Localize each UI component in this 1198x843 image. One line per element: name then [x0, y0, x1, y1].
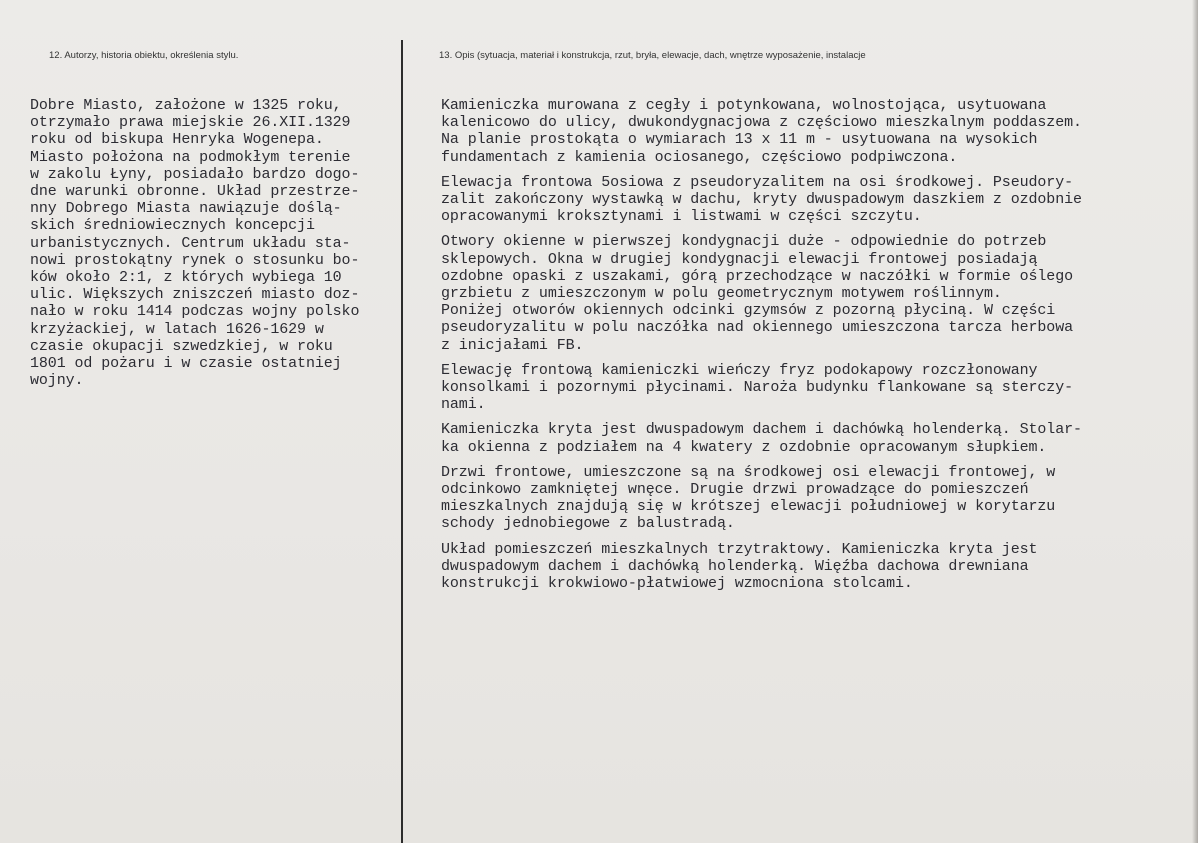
- history-line: wojny.: [30, 372, 84, 390]
- description-line: pseudoryzalitu w polu naczółka nad okiennego umieszczona tarcza herbowa: [441, 319, 1074, 337]
- description-line: mieszkalnych znajdują się w krótszej elewacji południowej w korytarzu: [441, 498, 1056, 516]
- history-line: krzyżackiej, w latach 1626-1629 w: [30, 320, 324, 338]
- description-line: ozdobne opaski z uszakami, górą przechodzące w naczółki w formie oślego: [441, 267, 1074, 285]
- description-line: dwuspadowym dachem i dachówką holenderką. Więźba dachowa drewniana: [441, 557, 1029, 575]
- history-line: skich średniowiecznych koncepcji: [30, 217, 315, 235]
- description-line: Kamieniczka murowana z cegły i potynkowana, wolnostojąca, usytuowana: [441, 97, 1047, 114]
- card-edge-shadow: [1192, 0, 1198, 843]
- history-line: nny Dobrego Miasta nawiązuje doślą-: [30, 200, 342, 218]
- history-line: nowi prostokątny rynek o stosunku bo-: [30, 251, 360, 269]
- history-line: Dobre Miasto, założone w 1325 roku,: [30, 97, 342, 114]
- section-12-header: 12. Autorzy, historia obiektu, określenia stylu.: [49, 50, 239, 61]
- description-line: Kamieniczka kryta jest dwuspadowym dachem i dachówką holenderką. Stolar-: [441, 421, 1082, 439]
- description-line: kalenicowo do ulicy, dwukondygnacjowa z częściowo mieszkalnym poddaszem.: [441, 114, 1082, 132]
- description-line: schody jednobiegowe z balustradą.: [441, 515, 735, 533]
- description-paragraph: [441, 97, 1181, 166]
- description-paragraph: [441, 174, 1181, 226]
- history-line: dne warunki obronne. Układ przestrze-: [30, 183, 360, 201]
- description-line: konsolkami i pozornymi płycinami. Naroża budynku flankowane są sterczy-: [441, 379, 1074, 397]
- description-paragraph: [441, 541, 1181, 593]
- description-paragraph: [441, 421, 1181, 455]
- description-line: Elewację frontową kamieniczki wieńczy fryz podokapowy rozczłonowany: [441, 361, 1038, 379]
- description-line: z inicjałami FB.: [441, 336, 584, 354]
- history-line: ków około 2:1, z których wybiega 10: [30, 269, 342, 287]
- history-line: otrzymało prawa miejskie 26.XII.1329: [30, 114, 351, 132]
- description-line: Poniżej otworów okiennych odcinki gzymsów z pozorną płyciną. W części: [441, 302, 1056, 320]
- history-line: roku od biskupa Henryka Wogenepa.: [30, 131, 324, 149]
- description-line: nami.: [441, 396, 486, 414]
- description-line: grzbietu z umieszczonym w polu geometrycznym motywem roślinnym.: [441, 285, 1002, 303]
- history-line: czasie okupacji szwedzkiej, w roku: [30, 337, 333, 355]
- description-paragraph: [441, 233, 1181, 353]
- description-paragraph: [441, 362, 1181, 414]
- history-line: Miasto położona na podmokłym terenie: [30, 148, 351, 166]
- history-line: w zakolu Łyny, posiadało bardzo dogo-: [30, 165, 360, 183]
- description-line: opracowanymi kroksztynami i listwami w części szczytu.: [441, 208, 922, 226]
- history-line: ulic. Większych zniszczeń miasto doz-: [30, 286, 360, 304]
- description-line: odcinkowo zamkniętej wnęce. Drugie drzwi prowadzące do pomieszczeń: [441, 481, 1029, 499]
- description-paragraph: [441, 464, 1181, 533]
- description-line: Otwory okienne w pierwszej kondygnacji duże - odpowiednie do potrzeb: [441, 233, 1047, 251]
- description-line: Elewacja frontowa 5osiowa z pseudoryzalitem na osi środkowej. Pseudory-: [441, 173, 1074, 191]
- history-line: 1801 od pożaru i w czasie ostatniej: [30, 355, 342, 373]
- description-line: Drzwi frontowe, umieszczone są na środkowej osi elewacji frontowej, w: [441, 463, 1056, 481]
- description-line: ka okienna z podziałem na 4 kwatery z ozdobnie opracowanym słupkiem.: [441, 438, 1047, 456]
- description-line: Układ pomieszczeń mieszkalnych trzytraktowy. Kamieniczka kryta jest: [441, 540, 1038, 558]
- description-line: fundamentach z kamienia ociosanego, częściowo podpiwczona.: [441, 148, 958, 166]
- description-text: [441, 97, 1181, 600]
- history-line: urbanistycznych. Centrum układu sta-: [30, 234, 351, 252]
- history-text: [30, 97, 400, 389]
- history-line: nało w roku 1414 podczas wojny polsko: [30, 303, 360, 321]
- description-line: konstrukcji krokwiowo-płatwiowej wzmocniona stolcami.: [441, 575, 913, 593]
- description-line: sklepowych. Okna w drugiej kondygnacji elewacji frontowej posiadają: [441, 250, 1038, 268]
- description-line: Na planie prostokąta o wymiarach 13 x 11 m - usytuowana na wysokich: [441, 131, 1038, 149]
- description-line: zalit zakończony wystawką w dachu, kryty dwuspadowym daszkiem z ozdobnie: [441, 191, 1082, 209]
- section-13-header: 13. Opis (sytuacja, materiał i konstrukcja, rzut, bryła, elewacje, dach, wnętrze wyposażenie, instalacje: [439, 50, 866, 61]
- column-divider: [401, 40, 403, 843]
